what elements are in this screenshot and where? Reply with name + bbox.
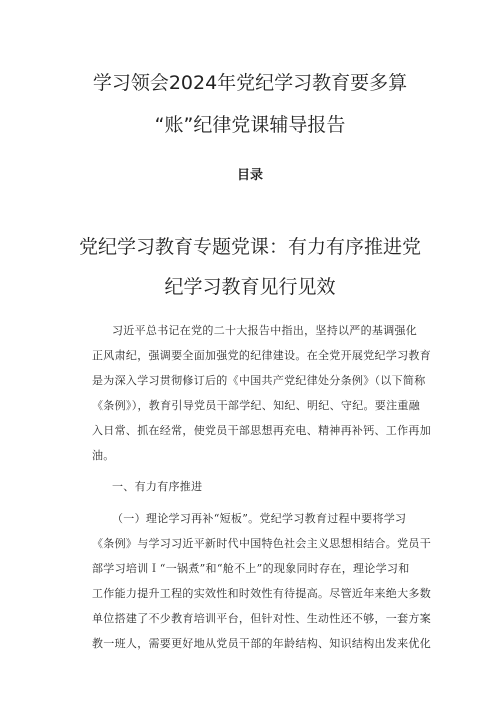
body-line: 工作能力提升工程的实效性和时效性有待提高。尽管近年来绝大多数 [92,587,431,600]
table-of-contents-label: 目录 [236,168,263,183]
body-line: 《条例》），教育引导党员干部学纪、知纪、明纪、守纪。要注重融 [92,399,420,412]
body-line: 是为深入学习贯彻修订后的《中国共产党纪律处分条例》（以下简称 [92,374,426,387]
body-line: 入日常、抓在经常，使党员干部思想再充电、精神再补钙、工作再加 [92,424,431,437]
body-line: 习近平总书记在党的二十大报告中指出，坚持以严的基调强化 [112,324,418,337]
body-line: 部学习培训Ｉ“一锅煮”和“舱不上”的现象同时存在，理论学习和 [92,562,410,575]
body-line: （一）理论学习再补“短板”。党纪学习教育过程中要将学习 [112,512,407,525]
body-line: 《条例》与学习习近平新时代中国特色社会主义思想相结合。党员干 [92,537,431,550]
body-line: 正风肃纪，强调要全面加强党的纪律建设。在全党开展党纪学习教育 [92,349,431,362]
section-title-line-1: 党纪学习教育专题党课：有力有序推进党 [78,236,421,258]
body-line: 教一班人，需要更好地从党员干部的年龄结构、知识结构出发来优化 [92,637,431,650]
body-line: 油。 [92,449,115,462]
document-title-line-2: “账”纪律党课辅导报告 [154,114,346,136]
section-title-line-2: 纪学习教育见行见效 [164,276,336,298]
document-title-line-1: 学习领会2024年党纪学习教育要多算 [92,72,408,94]
heading-one: 一、有力有序推进 [112,480,203,493]
body-line: 单位搭建了不少教育培训平台，但针对性、生动性还不够，一套方案 [92,612,431,625]
